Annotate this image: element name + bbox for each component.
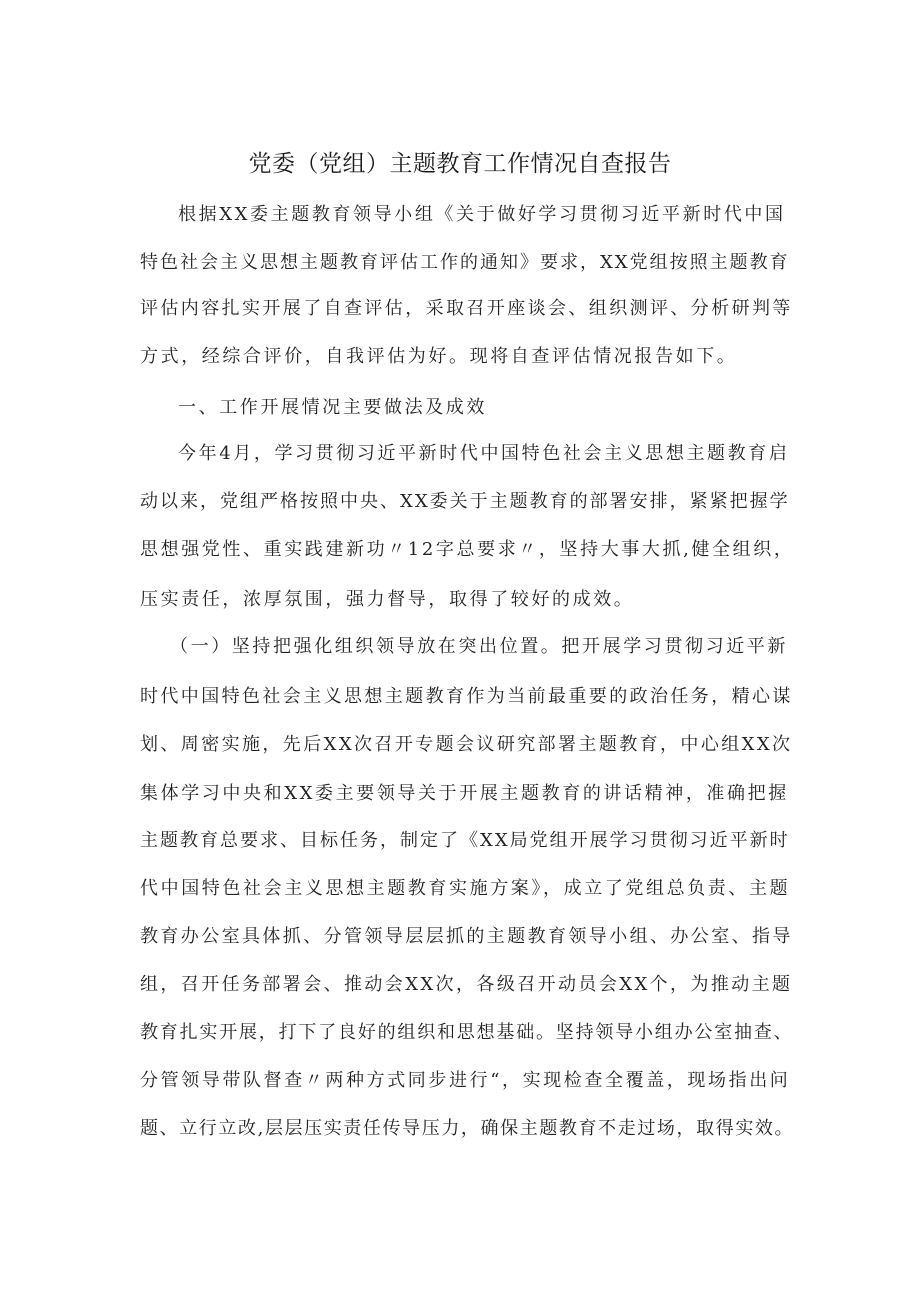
section-heading: 一、工作开展情况主要做法及成效	[178, 397, 487, 418]
paragraph-line: 评估内容扎实开展了自查评估，采取召开座谈会、组织测评、分析研判等	[140, 298, 793, 319]
paragraph-line: 代中国特色社会主义思想主题教育实施方案》，成立了党组总负责、主题	[140, 878, 791, 899]
paragraph-line: 思想强党性、重实践建新功〃12字总要求〃，坚持大事大抓,健全组织，	[140, 539, 795, 560]
paragraph-line: 题、立行立改,层层压实责任传导压力，确保主题教育不走过场，取得实效。	[140, 1118, 795, 1139]
paragraph-line: 方式，经综合评价，自我评估为好。现将自查评估情况报告如下。	[140, 346, 738, 367]
paragraph-line: 教育办公室具体抓、分管领导层层抓的主题教育领导小组、办公室、指导	[140, 926, 793, 947]
paragraph-line: 今年4月，学习贯彻习近平新时代中国特色社会主义思想主题教育启	[178, 443, 790, 464]
paragraph-line: 集体学习中央和XX委主要领导关于开展主题教育的讲话精神，准确把握	[140, 783, 789, 804]
paragraph-line: 动以来，党组严格按照中央、XX委关于主题教育的部署安排，紧紧把握学	[140, 491, 790, 512]
paragraph-line: 分管领导带队督查〃两种方式同步进行“，实现检查全覆盖，现场指出问	[140, 1070, 791, 1091]
paragraph-line: 主题教育总要求、目标任务，制定了《XX局党组开展学习贯彻习近平新时	[140, 830, 790, 851]
document-title: 党委（党组）主题教育工作情况自查报告	[248, 151, 672, 177]
paragraph-line: 教育扎实开展，打下了良好的组织和思想基础。坚持领导小组办公室抽查、	[140, 1022, 794, 1043]
paragraph-line: 时代中国特色社会主义思想主题教育作为当前最重要的政治任务，精心谋	[140, 686, 793, 707]
paragraph-line: 组，召开任务部署会、推动会XX次，各级召开动员会XX个，为推动主题	[140, 974, 793, 995]
paragraph-line: 根据XX委主题教育领导小组《关于做好学习贯彻习近平新时代中国	[178, 204, 786, 225]
paragraph-line: 特色社会主义思想主题教育评估工作的通知》要求，XX党组按照主题教育	[140, 252, 790, 273]
paragraph-line: 压实责任，浓厚氛围，强力督导，取得了较好的成效。	[140, 589, 635, 610]
paragraph-line: （一）坚持把强化组织领导放在突出位置。把开展学习贯彻习近平新	[170, 636, 788, 657]
paragraph-line: 划、周密实施，先后XX次召开专题会议研究部署主题教育，中心组XX次	[140, 734, 793, 755]
